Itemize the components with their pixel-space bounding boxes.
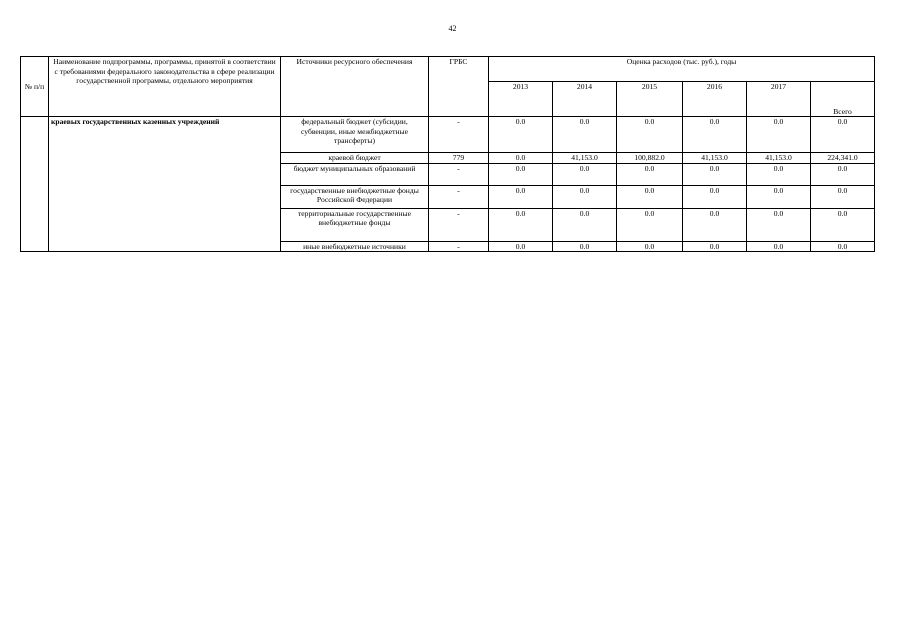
total-cell: 0.0: [811, 117, 875, 153]
value-cell: 0.0: [617, 241, 683, 252]
value-cell: 0.0: [489, 185, 553, 208]
header-grbs: ГРБС: [429, 57, 489, 117]
page-number: 42: [448, 24, 457, 33]
source-cell: федеральный бюджет (субсидии, субвенции, иные межбюджетные трансферты): [281, 117, 429, 153]
value-cell: 0.0: [683, 208, 747, 241]
header-year: 2014: [553, 82, 617, 117]
value-cell: 0.0: [683, 117, 747, 153]
grbs-cell: -: [429, 241, 489, 252]
grbs-cell: -: [429, 185, 489, 208]
grbs-cell: 779: [429, 153, 489, 164]
value-cell: 0.0: [747, 241, 811, 252]
value-cell: 0.0: [683, 241, 747, 252]
header-year: 2015: [617, 82, 683, 117]
value-cell: 0.0: [747, 117, 811, 153]
value-cell: 0.0: [747, 163, 811, 185]
value-cell: 0.0: [617, 117, 683, 153]
value-cell: 0.0: [553, 208, 617, 241]
total-cell: 0.0: [811, 208, 875, 241]
value-cell: 0.0: [553, 163, 617, 185]
value-cell: 0.0: [489, 153, 553, 164]
grbs-cell: -: [429, 208, 489, 241]
grbs-cell: -: [429, 163, 489, 185]
value-cell: 0.0: [617, 185, 683, 208]
value-cell: 0.0: [617, 163, 683, 185]
value-cell: 0.0: [683, 163, 747, 185]
value-cell: 41,153.0: [683, 153, 747, 164]
header-year: 2013: [489, 82, 553, 117]
value-cell: 0.0: [553, 117, 617, 153]
header-total: Всего: [811, 82, 875, 117]
source-cell: государственные внебюджетные фонды Российской Федерации: [281, 185, 429, 208]
source-cell: бюджет муниципальных образований: [281, 163, 429, 185]
value-cell: 0.0: [683, 185, 747, 208]
source-cell: территориальные государственные внебюджетные фонды: [281, 208, 429, 241]
value-cell: 0.0: [489, 208, 553, 241]
value-cell: 0.0: [553, 241, 617, 252]
row-title: краевых государственных казенных учреждений: [49, 117, 281, 252]
value-cell: 0.0: [747, 185, 811, 208]
value-cell: 0.0: [489, 241, 553, 252]
value-cell: 100,882.0: [617, 153, 683, 164]
source-cell: краевой бюджет: [281, 153, 429, 164]
total-cell: 0.0: [811, 241, 875, 252]
header-name: Наименование подпрограммы, программы, принятой в соответствии с требованиями федерального законодательства в сфере реализации государственной программы, отдельного мероприятия: [49, 57, 281, 117]
grbs-cell: -: [429, 117, 489, 153]
header-sources: Источники ресурсного обеспечения: [281, 57, 429, 117]
total-cell: 224,341.0: [811, 153, 875, 164]
header-year: 2017: [747, 82, 811, 117]
source-cell: иные внебюджетные источники: [281, 241, 429, 252]
value-cell: 0.0: [617, 208, 683, 241]
value-cell: 0.0: [489, 163, 553, 185]
total-cell: 0.0: [811, 185, 875, 208]
value-cell: 0.0: [489, 117, 553, 153]
table-row: [21, 117, 875, 153]
budget-table: [20, 56, 875, 252]
header-estimate: Оценка расходов (тыс. руб.), годы: [489, 57, 875, 82]
value-cell: 0.0: [553, 185, 617, 208]
header-year: 2016: [683, 82, 747, 117]
value-cell: 41,153.0: [747, 153, 811, 164]
header-num: № п/п: [21, 57, 49, 117]
row-num: [21, 117, 49, 252]
total-cell: 0.0: [811, 163, 875, 185]
value-cell: 41,153.0: [553, 153, 617, 164]
value-cell: 0.0: [747, 208, 811, 241]
